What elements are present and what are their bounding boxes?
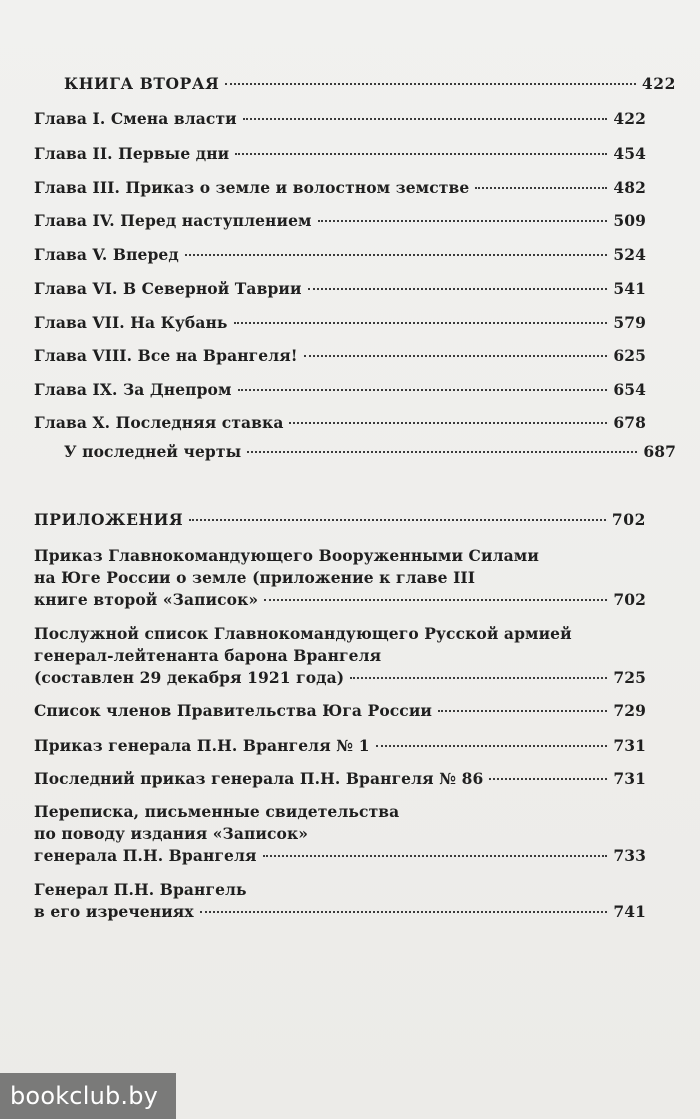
toc-entry-title: Глава V. Вперед: [34, 245, 179, 264]
dot-leader: [263, 854, 608, 857]
dot-leader: [200, 910, 608, 913]
toc-entry-appendix-2: [34, 623, 646, 689]
toc-entry-page: 729: [613, 701, 646, 720]
dot-leader: [243, 117, 608, 120]
toc-entry-line: генерала П.Н. Врангеля: [34, 846, 257, 865]
toc-entry-title: Глава I. Смена власти: [34, 109, 237, 128]
toc-entry-chapter-6: [34, 278, 646, 300]
toc-entry-appendix-7: [34, 879, 646, 923]
toc-entry-line: Генерал П.Н. Врангель: [34, 880, 247, 899]
toc-entry-line: Последний приказ генерала П.Н. Врангеля № 86: [34, 769, 484, 788]
dot-leader: [350, 676, 607, 679]
toc-entry-line: Список членов Правительства Юга России: [34, 701, 433, 720]
dot-leader: [438, 709, 607, 712]
toc-entry-title: Глава II. Первые дни: [34, 144, 230, 163]
dot-leader: [225, 82, 635, 85]
toc-entry-line: Переписка, письменные свидетельства: [34, 802, 400, 821]
dot-leader: [234, 321, 608, 324]
dot-leader: [247, 450, 637, 453]
toc-entry-page: 579: [613, 313, 646, 332]
toc-entry-line: в его изречениях: [34, 902, 194, 921]
toc-entry-page: 654: [613, 380, 646, 399]
toc-entry-page: 731: [613, 736, 646, 755]
toc-entry-chapter-3: [34, 177, 646, 199]
toc-entry-title: Глава VI. В Северной Таврии: [34, 279, 302, 298]
dot-leader: [304, 354, 608, 357]
toc-entry-chapter-9: [34, 379, 646, 401]
dot-leader: [289, 421, 607, 424]
toc-entry-title: КНИГА ВТОРАЯ: [64, 74, 220, 93]
toc-entry-line: (составлен 29 декабря 1921 года): [34, 668, 345, 687]
toc-entry-page: 731: [613, 769, 646, 788]
toc-entry-title: Глава VIII. Все на Врангеля!: [34, 346, 298, 365]
toc-entry-line: по поводу издания «Записок»: [34, 824, 309, 843]
toc-entry-page: 702: [611, 510, 646, 529]
toc-entry-title: У последней черты: [64, 442, 242, 461]
toc-entry-title: Глава IX. За Днепром: [34, 380, 232, 399]
toc-entry-page: 524: [613, 245, 646, 264]
toc-entry-line: книге второй «Записок»: [34, 590, 259, 609]
toc-entry-page: 482: [613, 178, 646, 197]
dot-leader: [185, 253, 608, 256]
site-watermark: bookclub.by: [0, 1073, 176, 1119]
toc-entry-title: ПРИЛОЖЕНИЯ: [34, 510, 184, 529]
toc-entry-page: 625: [613, 346, 646, 365]
dot-leader: [264, 598, 607, 601]
toc-entry-page: 687: [643, 442, 676, 461]
toc-entry-title: Глава IV. Перед наступлением: [34, 211, 312, 230]
toc-entry-page: 509: [613, 211, 646, 230]
toc-entry-page: 422: [641, 74, 676, 93]
toc-entry-page: 541: [613, 279, 646, 298]
toc-entry-chapter-4: [34, 210, 646, 232]
toc-entry-book-two: [34, 73, 676, 95]
toc-entry-chapter-8: [34, 345, 646, 367]
toc-entry-title: Глава VII. На Кубань: [34, 313, 228, 332]
dot-leader: [235, 152, 607, 155]
toc-entry-chapter-1: [34, 108, 646, 130]
dot-leader: [489, 777, 607, 780]
toc-entry-appendix-5: [34, 768, 646, 790]
dot-leader: [318, 219, 608, 222]
toc-entry-chapter-10: [34, 412, 646, 434]
toc-entry-page: 422: [613, 109, 646, 128]
toc-entry-appendix-6: [34, 801, 646, 867]
toc-entry-line: Приказ Главнокомандующего Вооруженными Силами: [34, 546, 539, 565]
dot-leader: [475, 186, 607, 189]
toc-entry-line: Послужной список Главнокомандующего Русской армией: [34, 624, 572, 643]
toc-entry-page: 702: [613, 590, 646, 609]
toc-entry-appendices: [34, 509, 646, 531]
toc-entry-page: 678: [613, 413, 646, 432]
toc-entry-page: 733: [613, 846, 646, 865]
toc-entry-appendix-4: [34, 735, 646, 757]
toc-entry-page: 725: [613, 668, 646, 687]
dot-leader: [238, 388, 608, 391]
toc-entry-appendix-1: [34, 545, 646, 611]
toc-entry-last-line: [34, 441, 676, 463]
toc-entry-page: 741: [613, 902, 646, 921]
dot-leader: [308, 287, 608, 290]
toc-entry-line: Приказ генерала П.Н. Врангеля № 1: [34, 736, 370, 755]
toc-entry-chapter-7: [34, 312, 646, 334]
toc-entry-title: Глава III. Приказ о земле и волостном земстве: [34, 178, 470, 197]
toc-entry-line: генерал-лейтенанта барона Врангеля: [34, 646, 382, 665]
toc-entry-line: на Юге России о земле (приложение к главе III: [34, 568, 476, 587]
toc-entry-chapter-5: [34, 244, 646, 266]
dot-leader: [376, 744, 608, 747]
toc-entry-chapter-2: [34, 143, 646, 165]
toc-entry-title: Глава X. Последняя ставка: [34, 413, 284, 432]
toc-entry-page: 454: [613, 144, 646, 163]
toc-entry-appendix-3: [34, 700, 646, 722]
dot-leader: [189, 518, 606, 521]
